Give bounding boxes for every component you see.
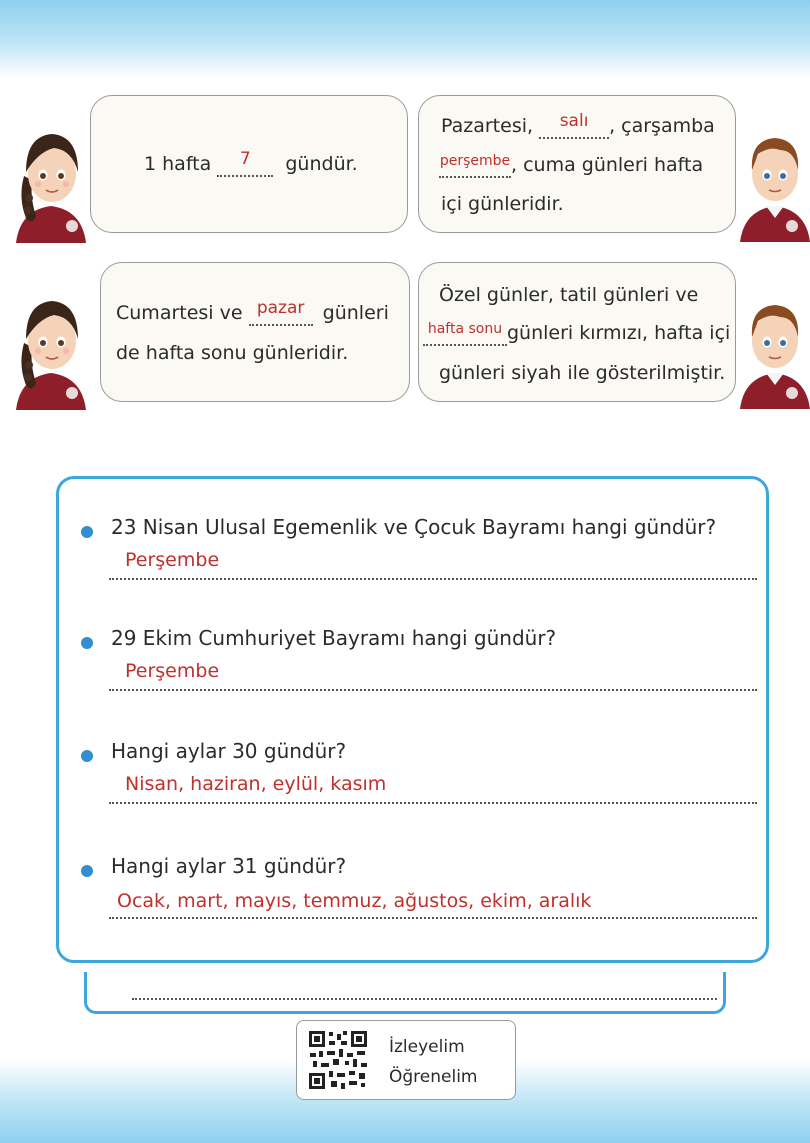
speech-bubble-3 xyxy=(100,262,410,402)
girl-avatar-icon xyxy=(12,285,90,410)
boy-avatar-icon xyxy=(740,287,810,409)
bubble2-line2-post: , cuma günleri hafta xyxy=(511,154,704,176)
bubble2-blank-1 xyxy=(539,111,609,139)
bubble2-blank-2 xyxy=(439,155,511,178)
bubble3-answer: pazar xyxy=(256,298,305,318)
answer-line xyxy=(109,917,757,919)
answer-line xyxy=(109,802,757,804)
qr-code-icon xyxy=(307,1029,369,1091)
bubble2-answer-1: salı xyxy=(559,111,589,131)
question-answer[interactable]: Perşembe xyxy=(125,549,220,571)
bubble1-text-pre: 1 hafta xyxy=(144,153,212,175)
bubble3-line1-post: günleri xyxy=(322,302,389,324)
bubble3-line2: de hafta sonu günleridir. xyxy=(116,342,349,364)
bullet-icon xyxy=(81,526,93,538)
bubble4-answer: hafta sonu xyxy=(427,321,503,337)
extra-answer-box xyxy=(84,972,726,1014)
speech-bubble-1 xyxy=(90,95,408,233)
speech-bubble-2 xyxy=(418,95,736,233)
question-text: Hangi aylar 31 gündür? xyxy=(111,854,347,878)
girl-avatar-icon xyxy=(12,118,90,243)
boy-avatar-icon xyxy=(740,120,810,242)
question-text: Hangi aylar 30 gündür? xyxy=(111,739,347,763)
question-text: 29 Ekim Cumhuriyet Bayramı hangi gündür? xyxy=(111,626,557,650)
bubble2-line1-post: , çarşamba xyxy=(609,115,715,137)
bubble4-line2-post: günleri kırmızı, hafta içi xyxy=(507,322,731,344)
top-decor-band xyxy=(0,0,810,78)
bubble2-line1-pre: Pazartesi, xyxy=(441,115,534,137)
bubble4-blank xyxy=(423,323,507,346)
bubble2-line3: içi günleridir. xyxy=(441,193,564,215)
bubble3-line1-pre: Cumartesi ve xyxy=(116,302,243,324)
answer-line xyxy=(109,578,757,580)
bubble1-text-post: gündür. xyxy=(285,153,358,175)
bubble4-line1: Özel günler, tatil günleri ve xyxy=(439,284,699,306)
bubble2-answer-2: perşembe xyxy=(439,153,511,169)
speech-bubble-4 xyxy=(418,262,736,402)
qr-label-learn: Öğrenelim xyxy=(389,1067,478,1087)
question-answer[interactable]: Ocak, mart, mayıs, temmuz, ağustos, ekim, aralık xyxy=(117,890,592,912)
bullet-icon xyxy=(81,865,93,877)
answer-line xyxy=(109,689,757,691)
bullet-icon xyxy=(81,750,93,762)
extra-answer-line[interactable] xyxy=(132,998,717,1000)
qr-label-watch: İzleyelim xyxy=(389,1037,465,1057)
bubble3-blank xyxy=(249,298,313,326)
question-answer[interactable]: Perşembe xyxy=(125,660,220,682)
questions-box xyxy=(56,476,769,963)
bubble4-line3: günleri siyah ile gösterilmiştir. xyxy=(439,362,726,384)
bullet-icon xyxy=(81,637,93,649)
qr-card[interactable] xyxy=(296,1020,516,1100)
question-answer[interactable]: Nisan, haziran, eylül, kasım xyxy=(125,773,387,795)
bubble1-blank xyxy=(217,149,273,177)
bubble1-answer: 7 xyxy=(239,149,251,169)
question-text: 23 Nisan Ulusal Egemenlik ve Çocuk Bayramı hangi gündür? xyxy=(111,515,717,539)
